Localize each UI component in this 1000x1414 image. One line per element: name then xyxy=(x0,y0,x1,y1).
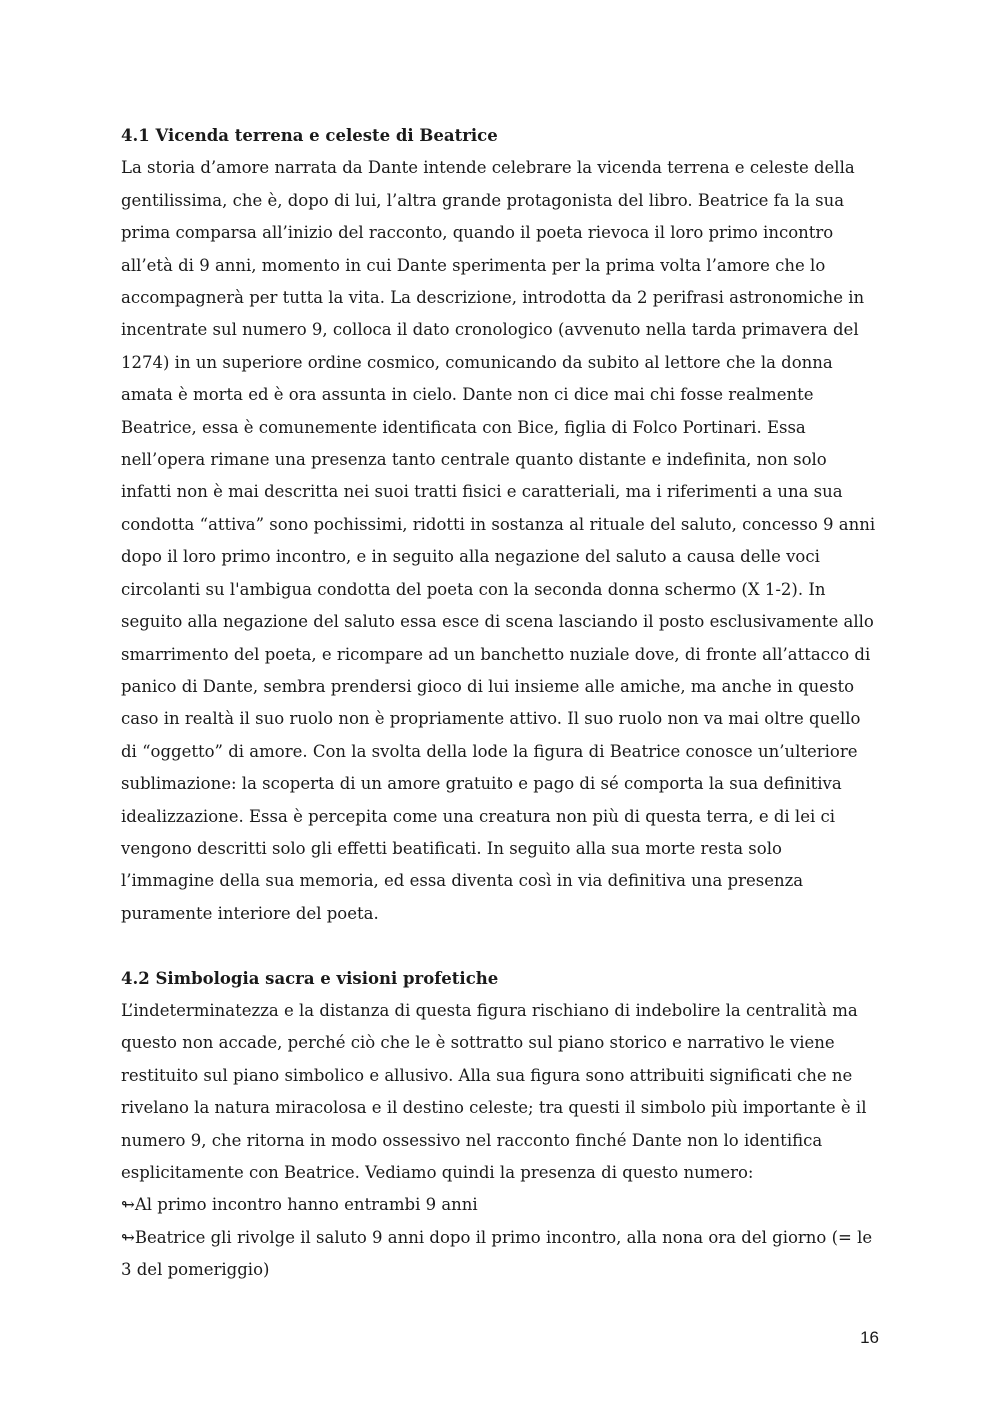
page-content xyxy=(121,120,879,1287)
section-body-4-2: L’indeterminatezza e la distanza di questa figura rischiano di indebolire la centralità ma questo non accade, perché ciò che le è sottratto sul piano storico e narrativo le viene restituito sul piano simbolico e allusivo. Alla sua figura sono attribuiti significati che ne rivelano la natura miracolosa e il destino celeste; tra questi il simbolo più importante è il numero 9, che ritorna in modo ossessivo nel racconto finché Dante non lo identifica esplicitamente con Beatrice. Vediamo quindi la presenza di questo numero: xyxy=(121,1000,867,1182)
section-title-4-2: 4.2 Simbologia sacra e visioni profetiche xyxy=(121,968,499,988)
section-body-4-1: La storia d’amore narrata da Dante intende celebrare la vicenda terrena e celeste della gentilissima, che è, dopo di lui, l’altra grande protagonista del libro. Beatrice fa la sua prima comparsa all’inizio del racconto, quando il poeta rievoca il loro primo incontro all’età di 9 anni, momento in cui Dante sperimenta per la prima volta l’amore che lo accompagnerà per tutta la vita. La descrizione, introdotta da 2 perifrasi astronomiche in incentrate sul numero 9, colloca il dato cronologico (avvenuto nella tarda primavera del 1274) in un superiore ordine cosmico, comunicando da subito al lettore che la donna amata è morta ed è ora assunta in cielo. Dante non ci dice mai chi fosse realmente Beatrice, essa è comunemente identificata con Bice, figlia di Folco Portinari. Essa nell’opera rimane una presenza tanto centrale quanto distante e indefinita, non solo infatti non è mai descritta nei suoi tratti fisici e caratteriali, ma i riferimenti a una sua condotta “attiva” sono pochissimi, ridotti in sostanza al rituale del saluto, concesso 9 anni dopo il loro primo incontro, e in seguito alla negazione del saluto a causa delle voci circolanti su l'ambigua condotta del poeta con la seconda donna schermo (X 1-2). In seguito alla negazione del saluto essa esce di scena lasciando il posto esclusivamente allo smarrimento del poeta, e ricompare ad un banchetto nuziale dove, di fronte all’attacco di panico di Dante, sembra prendersi gioco di lui insieme alle amiche, ma anche in questo caso in realtà il suo ruolo non è propriamente attivo. Il suo ruolo non va mai oltre quello di “oggetto” di amore. Con la svolta della lode la figura di Beatrice conosce un’ulteriore sublimazione: la scoperta di un amore gratuito e pago di sé comporta la sua definitiva idealizzazione. Essa è percepita come una creatura non più di questa terra, e di lei ci vengono descritti solo gli effetti beatificati. In seguito alla sua morte resta solo l’immagine della sua memoria, ed essa diventa così in via definitiva una presenza puramente interiore del poeta. xyxy=(121,158,876,923)
page-number: 16 xyxy=(860,1328,879,1347)
list-item: ↬Beatrice gli rivolge il saluto 9 anni dopo il primo incontro, alla nona ora del giorno (= le 3 del pomeriggio) xyxy=(121,1227,873,1280)
section-title-4-1: 4.1 Vicenda terrena e celeste di Beatrice xyxy=(121,126,498,145)
list-item: ↬Al primo incontro hanno entrambi 9 anni xyxy=(121,1195,478,1215)
section-spacer xyxy=(121,930,879,962)
